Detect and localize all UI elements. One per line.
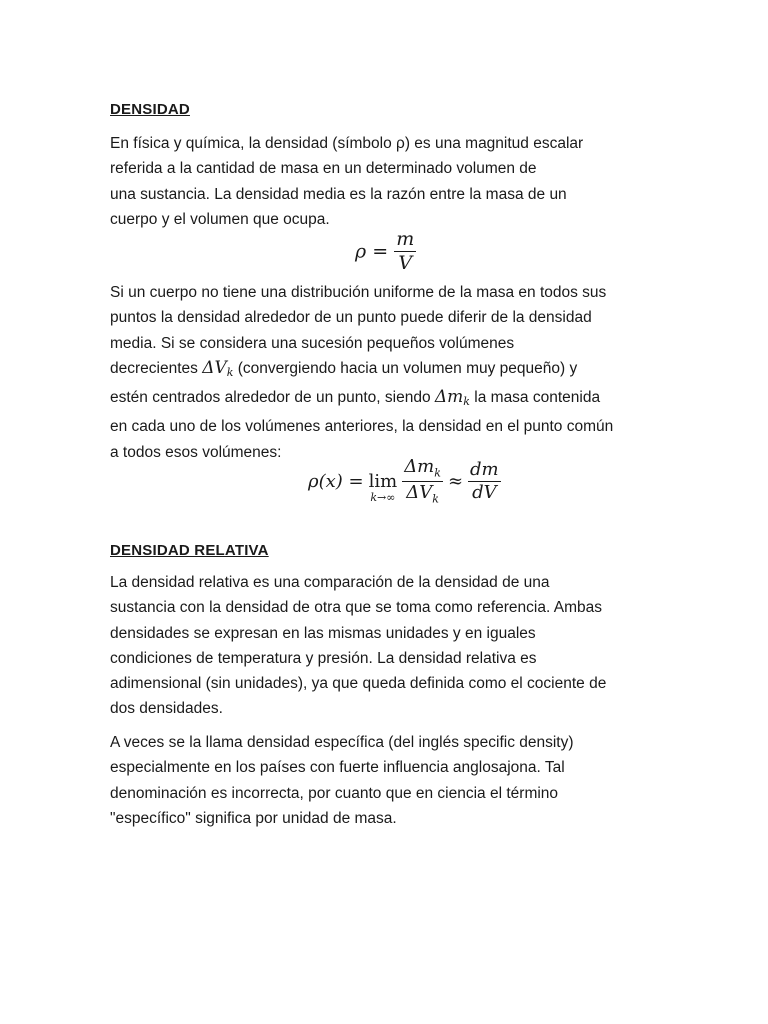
math-subscript: k bbox=[226, 365, 234, 379]
text-line: adimensional (sin unidades), ya que queda definida como el cociente de bbox=[110, 675, 607, 693]
text-line: condiciones de temperatura y presión. La densidad relativa es bbox=[110, 649, 537, 667]
text-fragment: la masa contenida bbox=[474, 389, 601, 407]
text-line: cuerpo y el volumen que ocupa. bbox=[110, 210, 330, 228]
inline-math-delta-m bbox=[435, 387, 470, 407]
approx-symbol: ≈ bbox=[447, 470, 464, 492]
section-heading-densidad-relativa: DENSIDAD RELATIVA bbox=[110, 542, 269, 559]
text-line: media. Si se considera una sucesión pequeños volúmenes bbox=[110, 334, 515, 352]
paragraph-densidad-definition bbox=[110, 131, 670, 232]
text-line: referida a la cantidad de masa en un determinado volumen de bbox=[110, 160, 537, 178]
fraction-numerator: dm bbox=[470, 458, 499, 480]
text-line: denominación es incorrecta, por cuanto que en ciencia el término bbox=[110, 784, 559, 802]
fraction-denominator bbox=[404, 482, 441, 505]
inline-math-delta-v bbox=[202, 358, 233, 378]
math-symbol: Δm bbox=[434, 387, 464, 408]
text-line: Si un cuerpo no tiene una distribución uniforme de la masa en todos sus bbox=[110, 284, 607, 301]
formula-density-mean bbox=[355, 230, 416, 273]
section-heading-densidad: DENSIDAD bbox=[110, 101, 190, 118]
limit-subscript: k→∞ bbox=[370, 491, 396, 505]
math-subscript: k bbox=[432, 492, 439, 506]
fraction-m-over-v bbox=[394, 230, 416, 273]
text-line: a todos esos volúmenes: bbox=[110, 443, 282, 461]
formula-lhs: ρ = bbox=[355, 240, 389, 263]
text-line: A veces se la llama densidad específica (del inglés specific density) bbox=[110, 734, 574, 751]
fraction-denominator: V bbox=[398, 252, 413, 274]
text-line: especialmente en los países con fuerte influencia anglosajona. Tal bbox=[110, 759, 565, 777]
paragraph-densidad-relativa bbox=[110, 570, 670, 722]
fraction-numerator: m bbox=[396, 228, 415, 250]
text-line: "específico" significa por unidad de masa. bbox=[110, 809, 397, 827]
text-line: sustancia con la densidad de otra que se toma como referencia. Ambas bbox=[110, 599, 602, 617]
math-subscript: k bbox=[463, 395, 470, 409]
text-line: densidades se expresan en las mismas unidades y en iguales bbox=[110, 624, 536, 642]
math-subscript: k bbox=[434, 466, 441, 480]
text-fragment: (convergiendo hacia un volumen muy pequeño) y bbox=[237, 359, 578, 377]
math-symbol: Δm bbox=[404, 456, 435, 477]
fraction-denominator: dV bbox=[472, 481, 497, 503]
text-line: La densidad relativa es una comparación de la densidad de una bbox=[110, 574, 550, 591]
text-line-with-math bbox=[110, 356, 670, 385]
math-symbol: ΔV bbox=[406, 481, 433, 503]
text-line: una sustancia. La densidad media es la razón entre la masa de un bbox=[110, 185, 567, 203]
fraction-delta-m-over-delta-v bbox=[402, 458, 443, 504]
fraction-numerator bbox=[402, 458, 443, 482]
text-line: puntos la densidad alrededor de un punto puede diferir de la densidad bbox=[110, 309, 592, 327]
text-fragment: decrecientes bbox=[110, 359, 198, 377]
limit-label: lim bbox=[368, 471, 398, 493]
limit-operator bbox=[369, 459, 398, 503]
formula-lhs: ρ(x) = bbox=[308, 470, 364, 492]
paragraph-density-point bbox=[110, 280, 670, 465]
text-fragment: estén centrados alrededor de un punto, siendo bbox=[110, 389, 431, 407]
text-line: en cada uno de los volúmenes anteriores, la densidad en el punto común bbox=[110, 418, 614, 436]
text-line: dos densidades. bbox=[110, 700, 223, 718]
text-line-with-math bbox=[110, 385, 670, 414]
formula-density-limit bbox=[308, 458, 501, 504]
text-line: En física y química, la densidad (símbolo ρ) es una magnitud escalar bbox=[110, 135, 584, 152]
paragraph-densidad-especifica bbox=[110, 730, 670, 831]
fraction-dm-over-dv bbox=[468, 458, 501, 503]
math-symbol: ΔV bbox=[202, 357, 227, 378]
